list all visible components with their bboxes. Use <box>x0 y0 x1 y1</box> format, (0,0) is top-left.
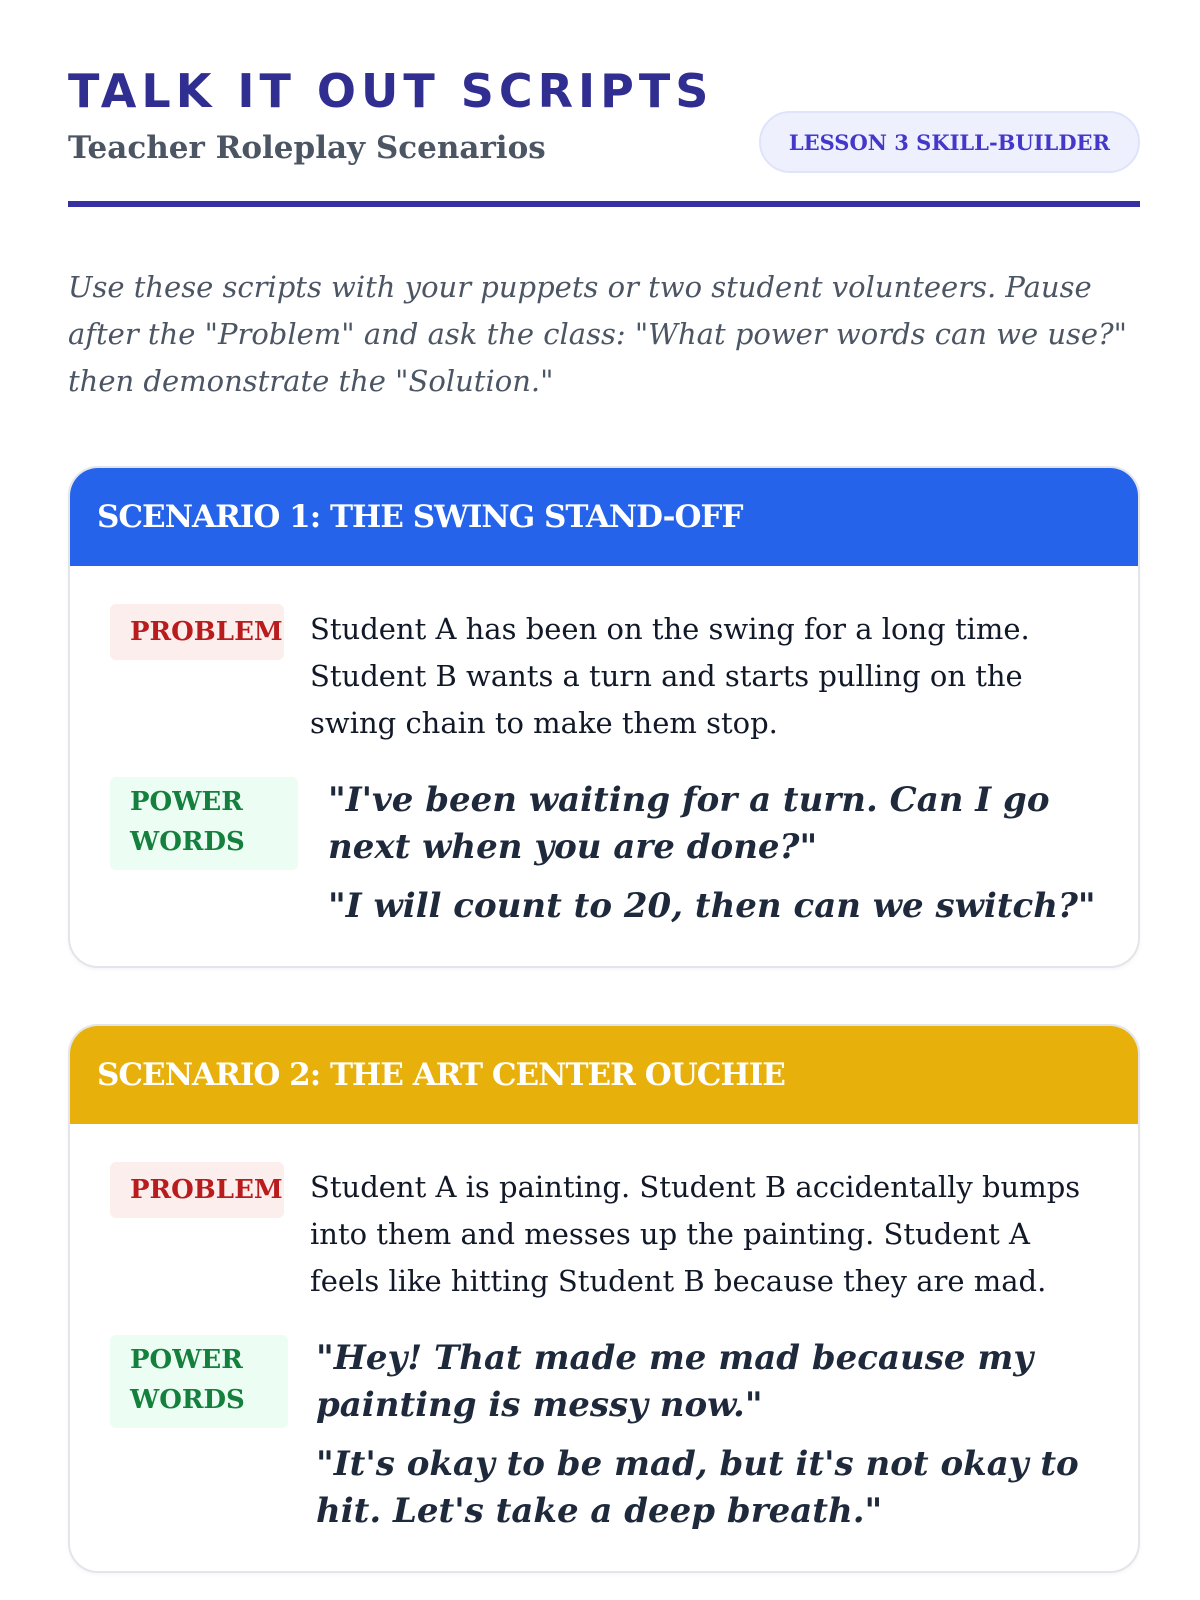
page-title: TALK IT OUT SCRIPTS <box>68 64 714 118</box>
intro-text: Use these scripts with your puppets or two student volunteers. Pause after the "Problem" and ask the class: "What power words can we use?" then demonstrate the "Solution." <box>68 270 1127 398</box>
scenario-body <box>70 566 1138 966</box>
scenario-title: SCENARIO 1: THE SWING STAND-OFF <box>70 468 1138 566</box>
power-words-quote: "It's okay to be mad, but it's not okay to hit. Let's take a deep breath." <box>316 1444 1079 1531</box>
scenario-card-1 <box>68 466 1140 968</box>
header-divider <box>68 201 1140 207</box>
power-words-quote: "I've been waiting for a turn. Can I go next when you are done?" <box>328 780 1050 867</box>
scenario-title: SCENARIO 2: THE ART CENTER OUCHIE <box>70 1026 1138 1124</box>
problem-text: Student A has been on the swing for a long time. Student B wants a turn and starts pulling on the swing chain to make them stop. <box>310 612 1030 740</box>
header <box>68 0 1140 207</box>
page-subtitle: Teacher Roleplay Scenarios <box>68 130 546 166</box>
power-words-tag: POWER WORDS <box>110 777 298 870</box>
problem-tag: PROBLEM <box>110 1162 284 1218</box>
power-words-row <box>110 1335 1098 1535</box>
power-words-tag: POWER WORDS <box>110 1335 288 1428</box>
power-words-row <box>110 777 1098 930</box>
power-words-quote: "I will count to 20, then can we switch?" <box>328 886 1096 926</box>
scenario-body <box>70 1124 1138 1571</box>
page <box>68 0 1140 1573</box>
problem-row <box>110 604 1098 747</box>
lesson-badge: LESSON 3 SKILL-BUILDER <box>759 111 1140 173</box>
problem-row <box>110 1162 1098 1305</box>
problem-text: Student A is painting. Student B accidentally bumps into them and messes up the painting. Student A feels like hitting Student B because they are mad. <box>310 1170 1081 1298</box>
power-words-quote: "Hey! That made me mad because my painting is messy now." <box>316 1338 1034 1425</box>
power-words-list <box>328 777 1098 930</box>
problem-tag: PROBLEM <box>110 604 284 660</box>
power-words-list <box>316 1335 1098 1535</box>
scenario-card-2 <box>68 1024 1140 1573</box>
